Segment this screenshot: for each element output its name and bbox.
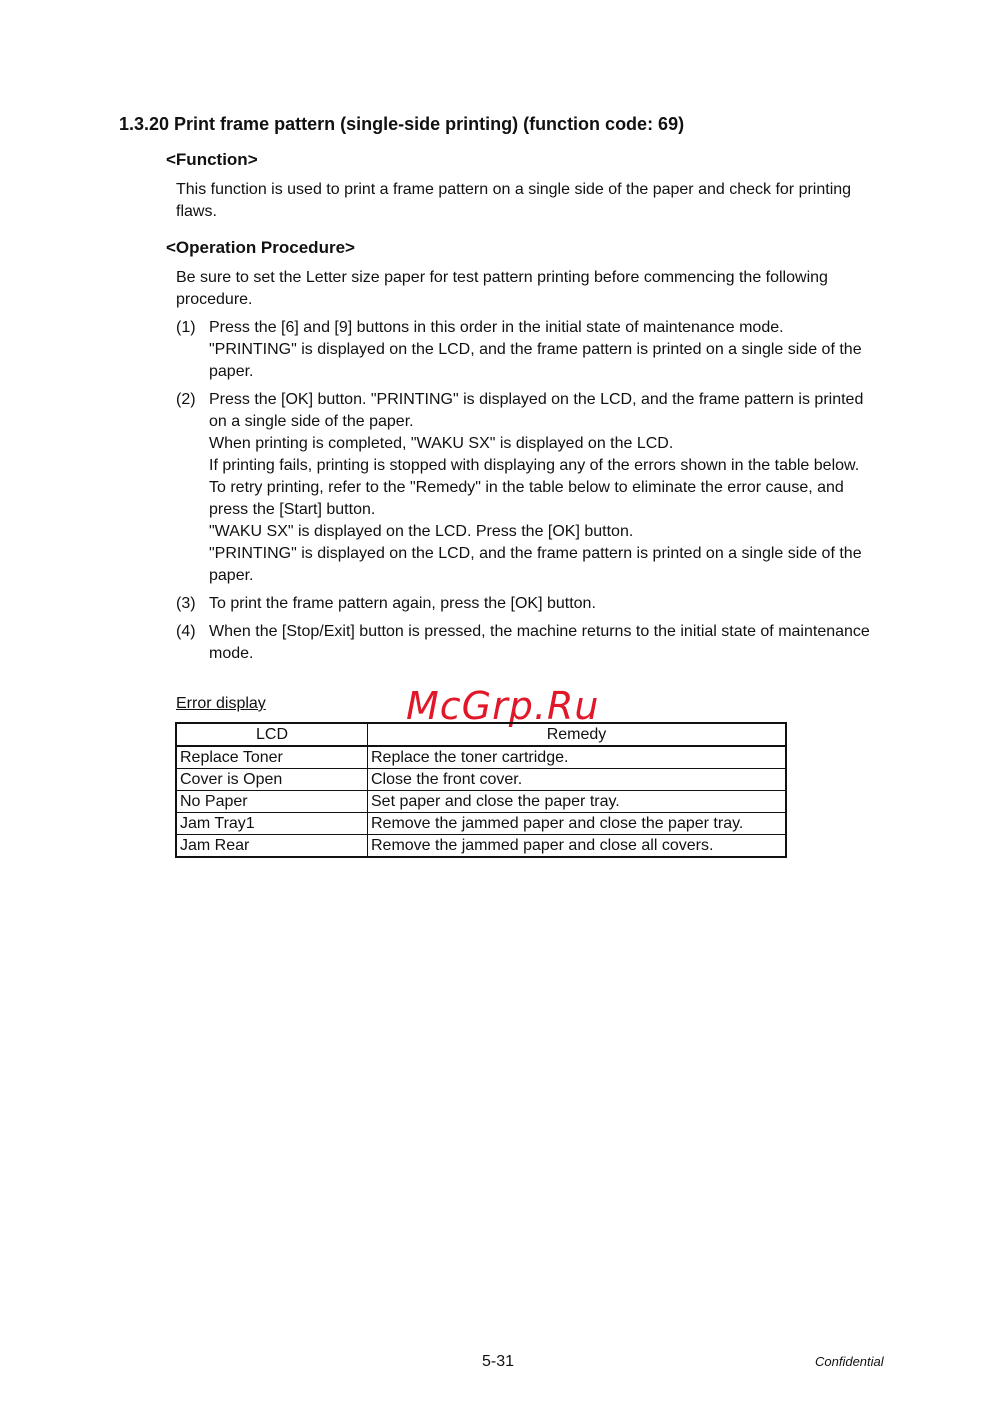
lcd-message-cell: Jam Tray1: [176, 813, 368, 835]
step-text: When printing is completed, "WAKU SX" is displayed on the LCD.: [209, 435, 674, 452]
procedure-steps: [176, 317, 876, 671]
step-text: "PRINTING" is displayed on the LCD, and the frame pattern is printed on a single side of the paper.: [209, 545, 862, 584]
procedure-heading: <Operation Procedure>: [166, 238, 355, 257]
table-row: [176, 791, 786, 813]
step-number: (1): [176, 319, 196, 336]
step-number: (4): [176, 623, 196, 640]
lcd-message-cell: Replace Toner: [176, 746, 368, 769]
page-title: 1.3.20 Print frame pattern (single-side printing) (function code: 69): [119, 114, 685, 134]
procedure-step: [176, 389, 876, 587]
step-text: "WAKU SX" is displayed on the LCD. Press the [OK] button.: [209, 523, 634, 540]
procedure-intro: Be sure to set the Letter size paper for test pattern printing before commencing the following procedure.: [176, 269, 828, 308]
table-row: [176, 813, 786, 835]
error-display-table: [175, 722, 787, 858]
error-table-caption: Error display: [176, 695, 266, 712]
step-number: (3): [176, 595, 196, 612]
step-text: If printing fails, printing is stopped with displaying any of the errors shown in the table below. To retry printing, refer to the "Remedy" in the table below to eliminate the error cause, and press the [Start] button.: [209, 457, 860, 518]
column-header-remedy: Remedy: [368, 723, 787, 746]
confidential-label: Confidential: [815, 1354, 884, 1369]
remedy-cell: Replace the toner cartridge.: [368, 746, 787, 769]
watermark-logo: McGrp.Ru: [406, 684, 600, 728]
remedy-cell: Remove the jammed paper and close all covers.: [368, 835, 787, 858]
remedy-cell: Remove the jammed paper and close the paper tray.: [368, 813, 787, 835]
remedy-cell: Close the front cover.: [368, 769, 787, 791]
lcd-message-cell: No Paper: [176, 791, 368, 813]
function-heading: <Function>: [166, 150, 258, 169]
function-description: This function is used to print a frame pattern on a single side of the paper and check for printing flaws.: [176, 181, 852, 220]
page-number: 5-31: [482, 1353, 515, 1370]
lcd-message-cell: Jam Rear: [176, 835, 368, 858]
table-header-row: [176, 723, 786, 746]
column-header-lcd: LCD: [176, 723, 368, 746]
step-text: To print the frame pattern again, press the [OK] button.: [209, 595, 596, 612]
step-text: "PRINTING" is displayed on the LCD, and the frame pattern is printed on a single side of the paper.: [209, 341, 862, 380]
step-number: (2): [176, 391, 196, 408]
procedure-step: [176, 593, 876, 615]
table-row: [176, 769, 786, 791]
lcd-message-cell: Cover is Open: [176, 769, 368, 791]
procedure-step: [176, 317, 876, 383]
step-text: Press the [6] and [9] buttons in this order in the initial state of maintenance mode.: [209, 319, 784, 336]
step-text: Press the [OK] button. "PRINTING" is displayed on the LCD, and the frame pattern is printed on a single side of the paper.: [209, 391, 864, 430]
remedy-cell: Set paper and close the paper tray.: [368, 791, 787, 813]
table-row: [176, 746, 786, 769]
step-text: When the [Stop/Exit] button is pressed, the machine returns to the initial state of maintenance mode.: [209, 623, 870, 662]
table-row: [176, 835, 786, 858]
procedure-step: [176, 621, 876, 665]
